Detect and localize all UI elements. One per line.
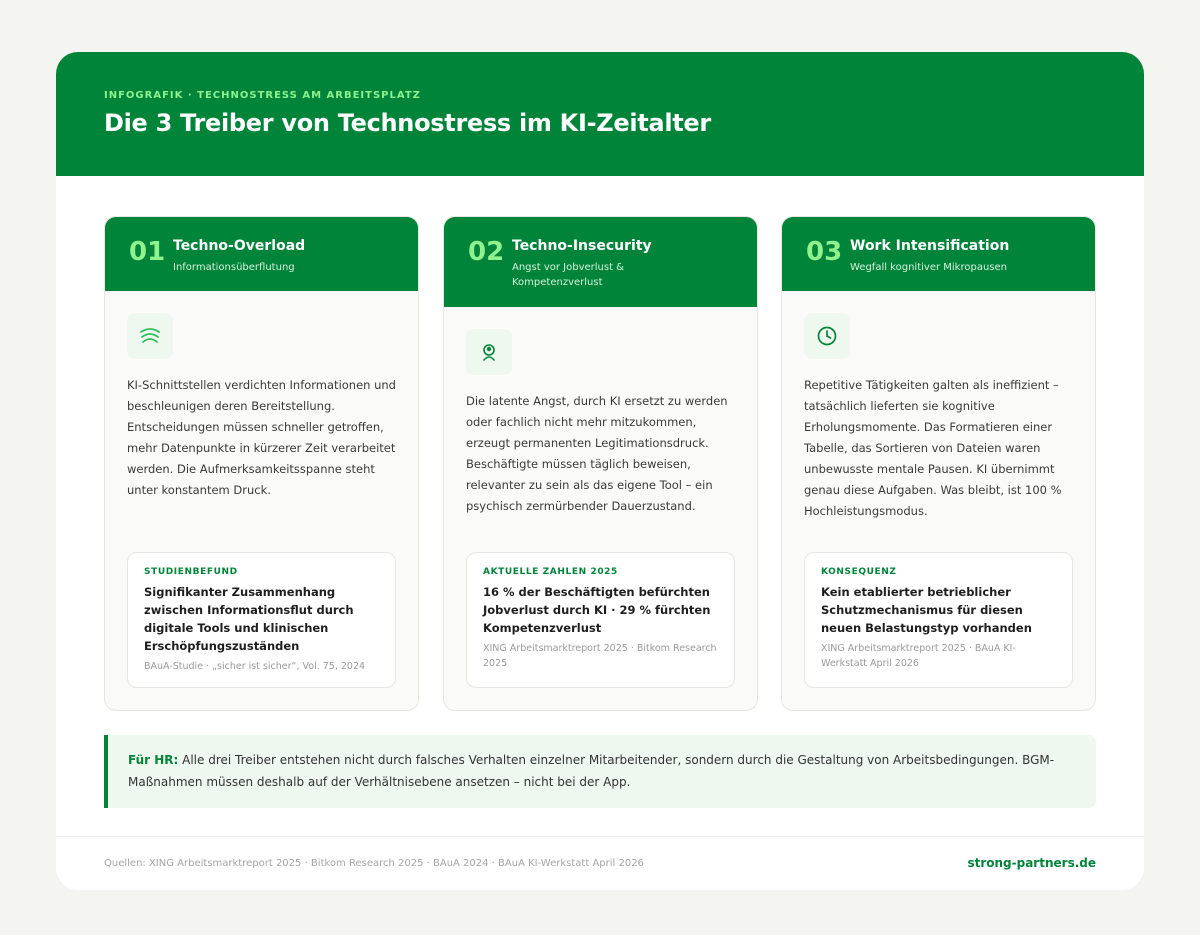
hr-note <box>104 735 1096 808</box>
footer-brand-link[interactable]: strong-partners.de <box>967 856 1096 870</box>
finding-title: Kein etablierter betrieblicher Schutzmechanismus für diesen neuen Belastungstyp vorhanden <box>821 585 1032 635</box>
clock-icon <box>804 313 850 359</box>
driver-card-techno-overload <box>104 216 419 711</box>
hr-note-label: Für HR: <box>128 753 179 767</box>
driver-title: Work Intensification <box>850 238 1010 254</box>
driver-card-header <box>782 217 1095 291</box>
finding-box <box>804 552 1073 688</box>
driver-description: KI-Schnittstellen verdichten Informationen und beschleunigen deren Bereitstellung. Entscheidungen müssen schneller getroffen, mehr Datenpunkte in kürzerer Zeit verarbeitet werden. Die Aufmerksamkeitsspanne steht unter konstantem Druck. <box>127 378 396 497</box>
finding-title: 16 % der Beschäftigten befürchten Jobverlust durch KI · 29 % fürchten Kompetenzverlust <box>483 585 711 635</box>
eyebrow-label: INFOGRAFIK · TECHNOSTRESS AM ARBEITSPLATZ <box>104 90 421 101</box>
infographic-card <box>56 52 1144 890</box>
driver-subtitle: Wegfall kognitiver Mikropausen <box>850 262 1007 273</box>
finding-source: XING Arbeitsmarktreport 2025 · BAuA KI-Werkstatt April 2026 <box>821 643 1016 669</box>
finding-box <box>127 552 396 688</box>
driver-number: 02 <box>468 237 505 267</box>
driver-card-techno-insecurity <box>443 216 758 711</box>
finding-label: KONSEQUENZ <box>821 567 897 577</box>
finding-title: Signifikanter Zusammenhang zwischen Informationsflut durch digitale Tools und klinischen Erschöpfungszuständen <box>144 585 354 653</box>
driver-description: Repetitive Tätigkeiten galten als ineffizient – tatsächlich lieferten sie kognitive Erholungsmomente. Das Formatieren einer Tabelle, das Sortieren von Dateien waren unbewusste mentale Pausen. KI übernimmt genau diese Aufgaben. Was bleibt, ist 100 % Hochleistungsmodus. <box>804 378 1062 518</box>
finding-box <box>466 552 735 688</box>
header-banner <box>56 52 1144 176</box>
driver-title: Techno-Insecurity <box>512 238 652 254</box>
driver-number: 03 <box>806 237 843 267</box>
driver-card-header <box>444 217 757 307</box>
finding-label: STUDIENBEFUND <box>144 567 238 577</box>
driver-title: Techno-Overload <box>173 238 306 254</box>
user-icon <box>466 329 512 375</box>
driver-number: 01 <box>129 237 166 267</box>
driver-card-header <box>105 217 418 291</box>
hr-note-text: Alle drei Treiber entstehen nicht durch falsches Verhalten einzelner Mitarbeitender, sondern durch die Gestaltung von Arbeitsbedingungen. BGM-Maßnahmen müssen deshalb auf der Verhältnisebene ansetzen – nicht bei der App. <box>128 753 1055 789</box>
finding-source: XING Arbeitsmarktreport 2025 · Bitkom Research 2025 <box>483 643 717 669</box>
signal-waves-icon <box>127 313 173 359</box>
driver-description: Die latente Angst, durch KI ersetzt zu werden oder fachlich nicht mehr mitzukommen, erzeugt permanenten Legitimationsdruck. Beschäftigte müssen täglich beweisen, relevanter zu sein als das eigene Tool – ein psychisch zermürbender Dauerzustand. <box>466 394 728 513</box>
page-title: Die 3 Treiber von Technostress im KI-Zeitalter <box>104 109 711 137</box>
footer-sources: Quellen: XING Arbeitsmarktreport 2025 · Bitkom Research 2025 · BAuA 2024 · BAuA KI-Werkstatt April 2026 <box>104 858 644 869</box>
finding-label: AKTUELLE ZAHLEN 2025 <box>483 567 618 577</box>
finding-source: BAuA-Studie · „sicher ist sicher“, Vol. 75, 2024 <box>144 661 366 672</box>
footer-divider <box>56 836 1144 837</box>
driver-card-work-intensification <box>781 216 1096 711</box>
driver-subtitle: Informationsüberflutung <box>173 262 295 273</box>
driver-subtitle: Angst vor Jobverlust & Kompetenzverlust <box>512 262 624 288</box>
